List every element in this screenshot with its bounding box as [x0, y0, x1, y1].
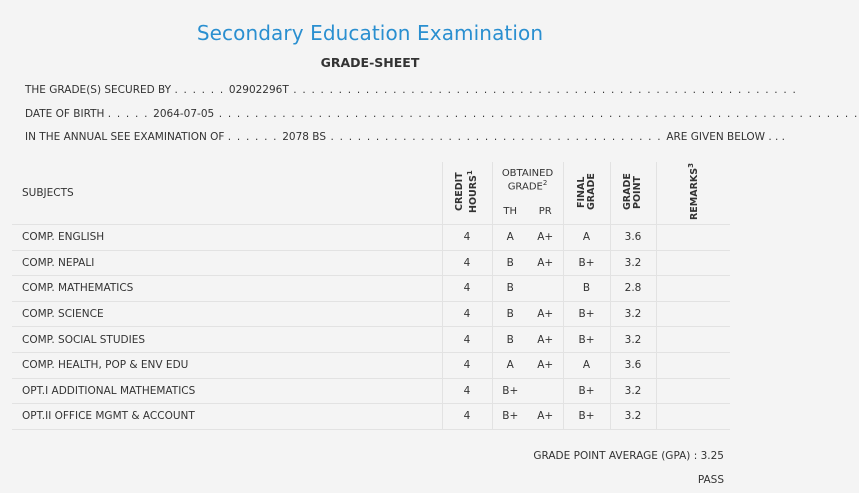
th-grade-cell: B [492, 250, 528, 276]
subject-cell: COMP. MATHEMATICS [12, 276, 442, 302]
pr-grade-cell [528, 276, 563, 302]
th-grade-cell: B [492, 327, 528, 353]
credit-cell: 4 [442, 225, 492, 251]
table-row [12, 378, 730, 404]
grades-table [12, 162, 730, 430]
grade-sheet-heading: GRADE-SHEET [320, 55, 420, 70]
dob-label: DATE OF BIRTH [25, 108, 105, 120]
pr-header: PR [528, 198, 563, 225]
exam-label: IN THE ANNUAL SEE EXAMINATION OF [25, 131, 225, 143]
grade-point-cell: 3.2 [610, 301, 656, 327]
dob-line: DATE OF BIRTH . . . . . 2064-07-05 . . . . . . . . . . . . . . . . . . . . . . . . . . . . . . . . . . . . . . . . . . . . . . . . . . . . . . . . . . . . . . . . . . . . . . . [25, 108, 859, 120]
remarks-cell [656, 378, 730, 404]
final-grade-cell: B [563, 276, 610, 302]
symbol-number: 02902296T [228, 84, 289, 96]
table-row [12, 276, 730, 302]
remarks-cell [656, 301, 730, 327]
th-grade-cell: A [492, 352, 528, 378]
pr-grade-cell [528, 378, 563, 404]
final-grade-cell: B+ [563, 301, 610, 327]
grade-secured-label: THE GRADE(S) SECURED BY [25, 84, 172, 96]
exam-year: 2078 BS [282, 131, 326, 143]
subject-cell: COMP. ENGLISH [12, 225, 442, 251]
credit-cell: 4 [442, 250, 492, 276]
table-row [12, 404, 730, 430]
final-grade-header: FINAL GRADE [563, 162, 610, 225]
subject-cell: COMP. NEPALI [12, 250, 442, 276]
final-grade-cell: B+ [563, 404, 610, 430]
obtained-grade-header: OBTAINED GRADE$^2$ [492, 162, 563, 198]
credit-cell: 4 [442, 301, 492, 327]
credit-hours-header: CREDIT HOURS$^1$ [442, 162, 492, 225]
subject-cell: COMP. SOCIAL STUDIES [12, 327, 442, 353]
remarks-header: REMARKS$^3$ [656, 162, 730, 225]
th-grade-cell: B [492, 301, 528, 327]
remarks-cell [656, 327, 730, 353]
dob-value: 2064-07-05 [153, 108, 215, 120]
table-row [12, 225, 730, 251]
credit-cell: 4 [442, 378, 492, 404]
final-grade-cell: B+ [563, 378, 610, 404]
pr-grade-cell: A+ [528, 250, 563, 276]
credit-cell: 4 [442, 327, 492, 353]
final-grade-cell: A [563, 352, 610, 378]
given-below: ARE GIVEN BELOW . . . [666, 131, 786, 143]
gpa-label: GRADE POINT AVERAGE (GPA) : [533, 450, 698, 462]
credit-cell: 4 [442, 404, 492, 430]
subject-cell: OPT.I ADDITIONAL MATHEMATICS [12, 378, 442, 404]
credit-cell: 4 [442, 352, 492, 378]
page-title: Secondary Education Examination [196, 21, 544, 45]
result-status: PASS [697, 474, 724, 486]
th-header: TH [492, 198, 528, 225]
subjects-header: SUBJECTS [12, 162, 442, 225]
th-grade-cell: B+ [492, 378, 528, 404]
final-grade-cell: B+ [563, 250, 610, 276]
grade-point-cell: 3.2 [610, 378, 656, 404]
grade-point-cell: 3.6 [610, 225, 656, 251]
grade-point-cell: 3.2 [610, 327, 656, 353]
pr-grade-cell: A+ [528, 352, 563, 378]
th-grade-cell: B [492, 276, 528, 302]
final-grade-cell: A [563, 225, 610, 251]
th-grade-cell: A [492, 225, 528, 251]
grade-point-cell: 3.2 [610, 250, 656, 276]
gpa-value: 3.25 [700, 450, 724, 462]
table-row [12, 250, 730, 276]
final-grade-cell: B+ [563, 327, 610, 353]
grade-secured-line: THE GRADE(S) SECURED BY . . . . . . 02902296T . . . . . . . . . . . . . . . . . . . . . . . . . . . . . . . . . . . . . . . . . . . . . . . . . . . . . . . . [25, 84, 797, 96]
remarks-cell [656, 352, 730, 378]
remarks-cell [656, 404, 730, 430]
pr-grade-cell: A+ [528, 225, 563, 251]
grade-point-cell: 3.2 [610, 404, 656, 430]
th-grade-cell: B+ [492, 404, 528, 430]
pr-grade-cell: A+ [528, 301, 563, 327]
table-row [12, 301, 730, 327]
table-row [12, 327, 730, 353]
remarks-cell [656, 225, 730, 251]
grade-point-cell: 3.6 [610, 352, 656, 378]
exam-line: IN THE ANNUAL SEE EXAMINATION OF . . . . . . 2078 BS . . . . . . . . . . . . . . . . . . . . . . . . . . . . . . . . . . . . . ARE GIVEN BELOW . . . [25, 131, 786, 143]
pr-grade-cell: A+ [528, 327, 563, 353]
remarks-cell [656, 250, 730, 276]
subject-cell: COMP. HEALTH, POP & ENV EDU [12, 352, 442, 378]
gpa-line [533, 450, 724, 462]
credit-cell: 4 [442, 276, 492, 302]
pr-grade-cell: A+ [528, 404, 563, 430]
subject-cell: COMP. SCIENCE [12, 301, 442, 327]
grade-point-header: GRADE POINT [610, 162, 656, 225]
table-row [12, 352, 730, 378]
grade-point-cell: 2.8 [610, 276, 656, 302]
subject-cell: OPT.II OFFICE MGMT & ACCOUNT [12, 404, 442, 430]
remarks-cell [656, 276, 730, 302]
